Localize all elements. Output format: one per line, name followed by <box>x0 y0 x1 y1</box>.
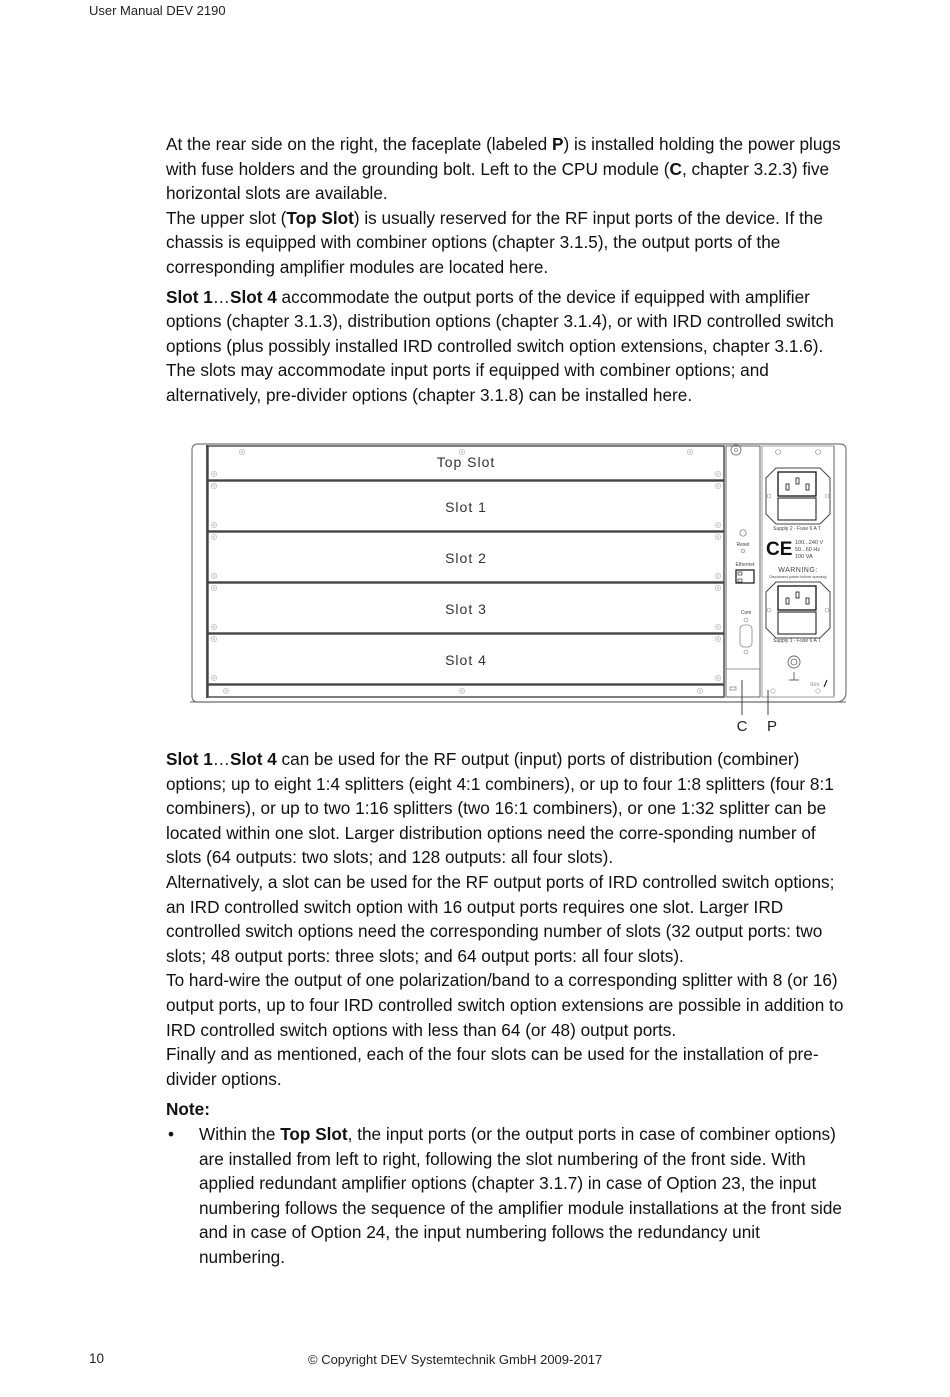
text-run: can be used for the RF output (input) ports of distribution (combiner) options; up to eight 1:4 splitters (eight 4:1 combiners), or up to four 1:8 splitters (four 8:1 combiners), or up to two 1:16 splitters (two 16:1 combiners), or one 1:32 splitter can be located within one slot. Larger distribution options need the corre-sponding number of slots (64 outputs: two slots; and 128 outputs: all four slots). <box>166 749 834 868</box>
power-inlet-supply-1-icon <box>766 582 830 638</box>
copyright-notice: © Copyright DEV Systemtechnik GmbH 2009-2017 <box>308 1352 603 1367</box>
intro-paragraph-1 <box>166 132 850 206</box>
running-header: User Manual DEV 2190 <box>89 3 226 18</box>
note-title: Note: <box>166 1099 210 1120</box>
intro-paragraph-2 <box>166 206 850 280</box>
callout-p: P <box>766 718 778 735</box>
bold-term: Top Slot <box>286 207 354 228</box>
rating-frequency: 50...60 Hz <box>795 547 821 553</box>
ce-mark: CE <box>766 539 793 560</box>
slot-label-4: Slot 4 <box>445 652 487 668</box>
text-run: ) is usually reserved for the RF input ports of the device. If the chassis is equipped with combiner options (chapter 3.1.5), the output ports of the corresponding amplifier modules are located here. <box>166 207 823 277</box>
slot-label-1: Slot 1 <box>445 499 487 515</box>
text-run: … <box>212 286 230 307</box>
text-run: Within the <box>199 1123 281 1144</box>
note-bullet-item <box>166 1122 850 1270</box>
text-run: ) is installed holding the power plugs with fuse holders and the grounding bolt. Left to the CPU module ( <box>166 134 841 179</box>
body-paragraph-1 <box>166 747 850 870</box>
bold-term: Slot 1 <box>166 286 213 307</box>
cpu-module <box>726 445 760 697</box>
note-bullet-text <box>199 1124 842 1267</box>
bold-term: Slot 4 <box>229 749 277 769</box>
text-run: The upper slot ( <box>166 207 287 228</box>
text-run: … <box>212 749 230 769</box>
power-inlet-supply-2-icon <box>766 468 830 524</box>
text-run: , chapter 3.2.3) five horizontal slots are available. <box>166 158 830 204</box>
text-run: , the input ports (or the output ports in case of combiner options) are installed from left to right, following the slot numbering of the front side. With applied redundant amplifier options (chapter 3.1.7) in case of Option 23, the input numbering follows the sequence of the amplifier module installations at the front side and in case of Option 24, the input numbering follows the redundancy unit numbering. <box>199 1123 842 1267</box>
bold-term: C <box>669 158 682 179</box>
ethernet-label: Ethernet <box>735 562 755 568</box>
reset-label: Reset <box>736 542 750 548</box>
intro-text <box>166 132 850 408</box>
slot-label-2: Slot 2 <box>445 550 487 566</box>
text-run: At the rear side on the right, the faceplate (labeled <box>166 134 553 154</box>
bullet-icon: • <box>168 1123 175 1144</box>
bold-term: Top Slot <box>280 1123 348 1144</box>
intro-paragraph-3 <box>166 285 850 408</box>
callout-c: C <box>736 718 748 735</box>
dev-logo: dev <box>810 682 820 688</box>
slot-label-top: Top Slot <box>436 454 496 470</box>
slot-area <box>208 446 724 697</box>
warning-text: Disconnect power before opening! <box>769 575 827 579</box>
body-text <box>166 747 850 1269</box>
com-port-icon <box>740 625 752 647</box>
bold-term: Slot 4 <box>229 286 277 307</box>
rear-panel-figure <box>190 440 850 740</box>
rear-panel-diagram <box>190 440 850 740</box>
body-paragraph-2: Alternatively, a slot can be used for the RF output ports of IRD controlled switch options; an IRD controlled switch option with 16 output ports requires one slot. Larger IRD controlled switch options need the corresponding number of slots (32 output ports: two slots; 48 output ports: three slots; and 64 output ports: all four slots). <box>166 871 835 966</box>
power-faceplate <box>762 446 834 697</box>
body-paragraph-4: Finally and as mentioned, each of the four slots can be used for the installation of pre-divider options. <box>166 1044 819 1089</box>
body-paragraph-3: To hard-wire the output of one polarization/band to a corresponding splitter with 8 (or 16) output ports, up to four IRD controlled switch option extensions are possible in addition to IRD controlled switch options with less than 64 (or 48) output ports. <box>166 970 844 1040</box>
supply-1-label: Supply 1 - Fuse 6 A T <box>773 638 821 644</box>
bold-term: P <box>552 134 564 154</box>
slot-bottom-rail <box>208 685 724 697</box>
supply-2-label: Supply 2 - Fuse 6 A T <box>773 526 821 532</box>
page-number: 10 <box>89 1351 105 1366</box>
rating-voltage: 100...240 V <box>795 540 824 546</box>
slot-label-3: Slot 3 <box>445 601 487 617</box>
com-label: Com <box>740 610 752 616</box>
warning-title: WARNING: <box>778 567 818 574</box>
rating-power: 100 VA <box>795 554 813 560</box>
bold-term: Slot 1 <box>166 749 213 769</box>
text-run: accommodate the output ports of the device if equipped with amplifier options (chapter 3.1.3), distribution options (chapter 3.1.4), or with IRD controlled switch options (plus possibly installed IRD controlled switch option extensions, chapter 3.1.6). The slots may accommodate input ports if equipped with combiner options; and alternatively, pre-divider options (chapter 3.1.8) can be installed here. <box>166 286 834 405</box>
